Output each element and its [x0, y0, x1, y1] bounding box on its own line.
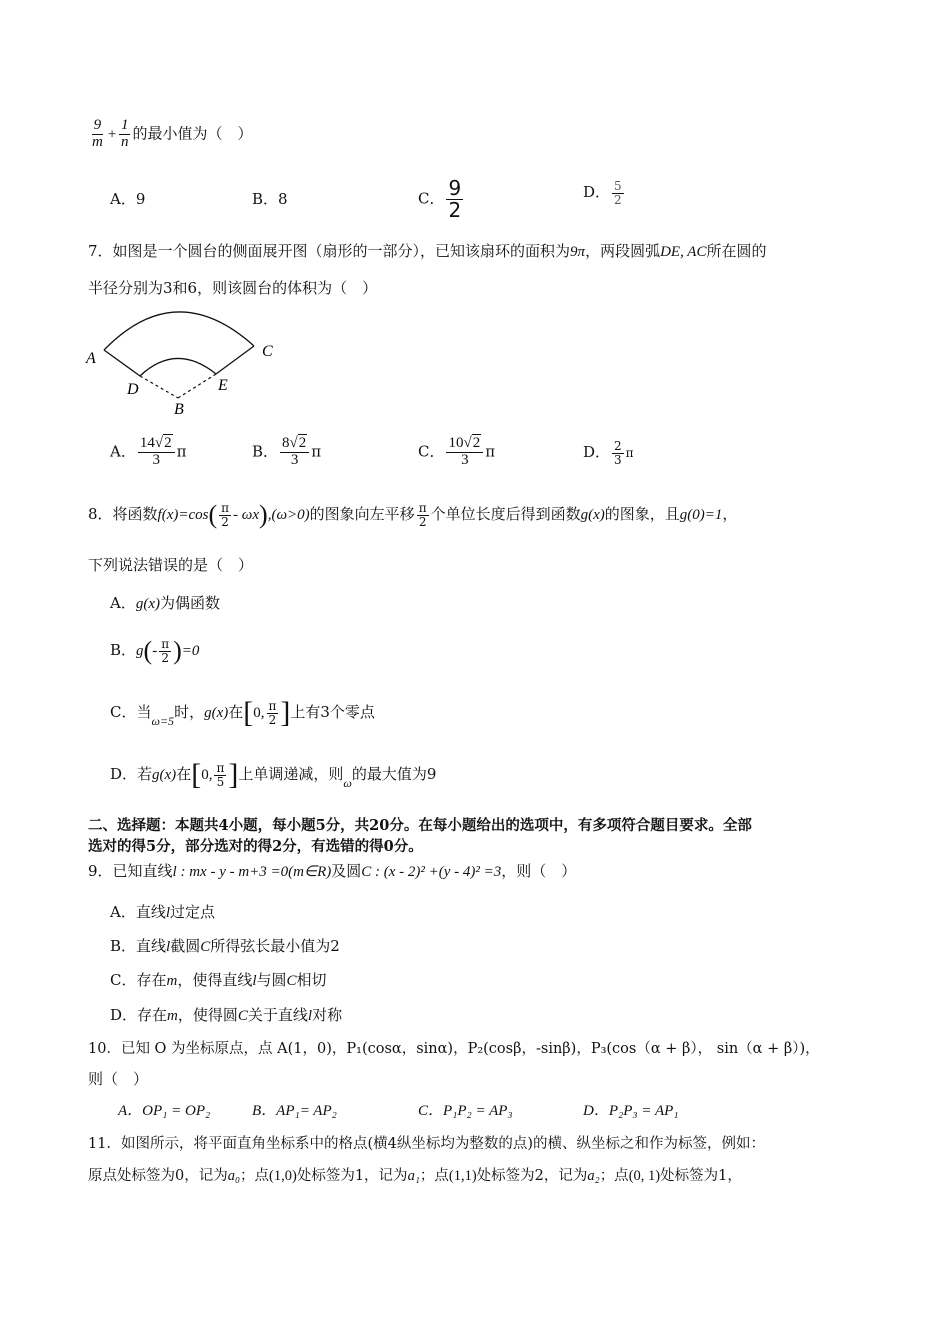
q7-option-b-fraction: $\frac{8√2}{3}$: [280, 436, 309, 469]
q8-arg-fraction: $\frac{\pi}{2}$: [221, 501, 230, 529]
dashed-eb: [178, 374, 216, 398]
q8-option-d-interval: $\frac{\pi}{5}$: [216, 761, 225, 789]
fraction-1-over-n: $\frac{1}{n}$: [120, 117, 129, 150]
q7-option-a-fraction: $\frac{14√2}{3}$: [138, 436, 175, 469]
q6-option-d[interactable]: [583, 180, 626, 206]
q7-arcs: DE, AC: [660, 244, 707, 260]
q7-stem-line1: 7．如图是一个圆台的侧面展开图（扇形的一部分），已知该扇环的面积为9π，两段圆弧DE, AC所在圆的: [88, 242, 767, 260]
edge-ad: [104, 350, 140, 376]
q7-option-d-fraction: $\frac{2}{3}$: [614, 439, 622, 467]
q7-option-c[interactable]: C． $\frac{10√2}{3}$ π: [418, 435, 496, 468]
q9-circle-equation: C : (x - 2)² +(y - 4)² =3: [361, 864, 502, 880]
q10-option-d[interactable]: D．P₂P₃ = AP₁: [583, 1103, 679, 1119]
q10-stem-line2: 则（ ）: [88, 1070, 149, 1088]
q8-option-c[interactable]: C．当$_{\omega=5}$时，g(x)在[0, $\frac{\pi}{2}$ ]上有3个零点: [110, 696, 375, 730]
q8-stem-line1: 8．将函数f(x)=cos( $\frac{\pi}{2}$ - ωx),(ω>0)的图象向左平移 $\frac{\pi}{2}$ 个单位长度后得到函数g(x)的图象，且g(0)=1，: [88, 500, 738, 530]
q6-option-b[interactable]: B．8: [252, 190, 288, 208]
q10-stem-line1: 10．已知 O 为坐标原点，点 A(1，0)，P₁(cosα，sinα)，P₂(cosβ，-sinβ)，P₃(cos（α + β）， sin（α + β）)，: [88, 1041, 820, 1057]
q7-area: 9π: [570, 244, 586, 260]
q8-stem-line2: 下列说法错误的是（ ）: [88, 556, 254, 574]
arc-de: [140, 358, 216, 376]
q6-option-d-label: D．: [583, 183, 611, 202]
q6-tail-text: 的最小值为（ ）: [132, 124, 253, 143]
fraction-9-over-m: $\frac{9}{m}$: [92, 117, 103, 150]
label-a: A: [86, 350, 96, 367]
section2-heading-line2: 选对的得5分，部分选对的得2分，有选错的得0分。: [88, 838, 423, 855]
q9-option-b[interactable]: B．直线l截圆C所得弦长最小值为2: [110, 937, 340, 955]
q9-option-c[interactable]: C．存在m，使得直线l与圆C相切: [110, 971, 327, 989]
q10-option-b[interactable]: B．AP₁= AP₂: [252, 1103, 337, 1119]
q9-stem: 9．已知直线l : mx - y - m+3 =0(m∈R)及圆C : (x - 2)² +(y - 4)² =3，则（ ）: [88, 862, 577, 880]
q7-option-b[interactable]: B． $\frac{8√2}{3}$ π: [252, 435, 322, 468]
q7-option-c-fraction: $\frac{10√2}{3}$: [446, 436, 483, 469]
q10-option-c[interactable]: C．P₁P₂ = AP₃: [418, 1103, 513, 1119]
q10-option-a[interactable]: A．OP₁ = OP₂: [118, 1103, 211, 1119]
q9-option-d[interactable]: D．存在m，使得圆C关于直线l对称: [110, 1006, 343, 1024]
q6-option-a[interactable]: A．9: [110, 190, 146, 208]
edge-ce: [216, 346, 254, 374]
q11-stem-line1: 11．如图所示，将平面直角坐标系中的格点(横4纵坐标均为整数的点)的横、纵坐标之和作为标签，例如：: [88, 1136, 765, 1152]
label-d: D: [127, 381, 139, 398]
q8-option-d[interactable]: D．若g(x)在[0, $\frac{\pi}{5}$ ]上单调递减，则$_\omega$的最大值为9: [110, 758, 437, 792]
q6-option-c-label: C．: [418, 189, 445, 208]
label-c: C: [262, 343, 273, 360]
q7-stem-line2: 半径分别为3和6，则该圆台的体积为（ ）: [88, 279, 378, 297]
q6-option-c-fraction: $\frac{9}{2}$: [448, 176, 462, 222]
q8-option-b[interactable]: B．g(- $\frac{\pi}{2}$ )=0: [110, 636, 200, 666]
q8-shift-fraction: $\frac{\pi}{2}$: [418, 501, 427, 529]
q9-line-equation: l : mx - y - m+3 =0(m∈R): [172, 864, 332, 880]
section2-heading-line1: 二、选择题：本题共4小题，每小题5分，共20分。在每小题给出的选项中，有多项符合题目要求。全部: [88, 817, 752, 834]
q6-stem: $\frac{9}{m}$ + $\frac{1}{n}$ 的最小值为（ ）: [92, 117, 253, 150]
q8-function: f(x)=cos: [157, 507, 209, 524]
q9-option-a[interactable]: A．直线l过定点: [110, 903, 216, 921]
q6-option-c[interactable]: [418, 178, 465, 221]
dashed-db: [140, 376, 178, 398]
q7-sector-figure: [82, 302, 292, 420]
q8-option-c-interval: $\frac{\pi}{2}$: [268, 699, 277, 727]
arc-ac: [104, 312, 254, 350]
q7-option-a[interactable]: A． $\frac{14√2}{3}$ π: [110, 435, 187, 468]
q7-option-d[interactable]: D． $\frac{2}{3}$ π: [583, 439, 634, 467]
q6-option-d-fraction: $\frac{5}{2}$: [614, 179, 622, 207]
q8-option-b-fraction: $\frac{\pi}{2}$: [161, 637, 170, 665]
q8-option-a[interactable]: A．g(x)为偶函数: [110, 594, 221, 612]
q11-stem-line2: 原点处标签为0，记为a₀；点(1,0)处标签为1，记为a₁；点(1,1)处标签为2，记为a₂；点(0, 1)处标签为1，: [88, 1168, 742, 1184]
label-b: B: [174, 401, 184, 418]
label-e: E: [218, 377, 228, 394]
